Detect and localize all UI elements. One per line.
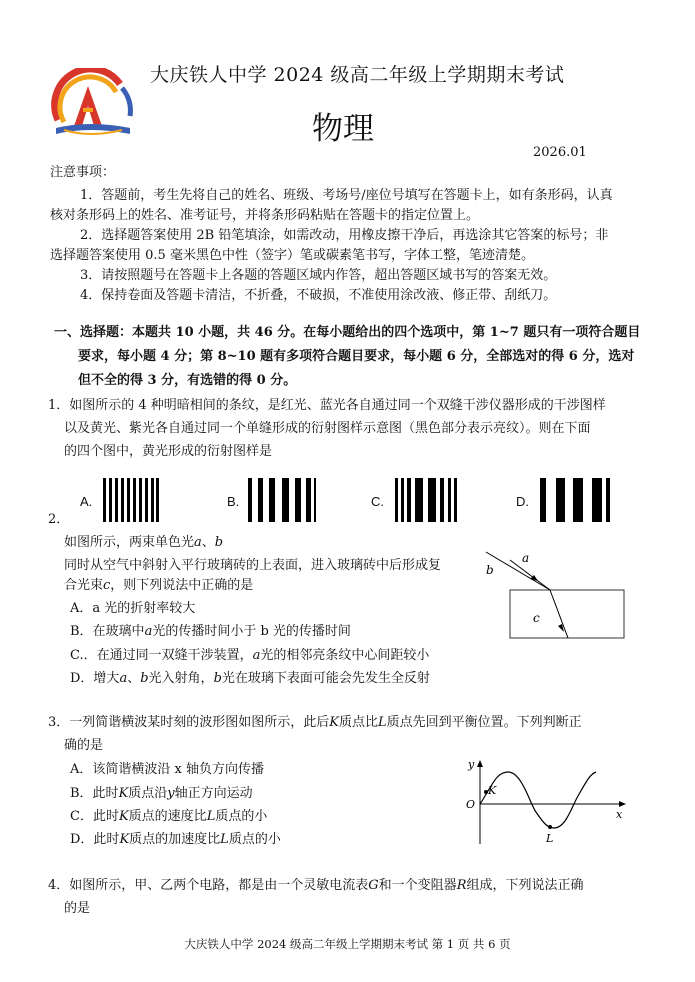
question-2-option-a: A．a 光的折射率较大 [70,601,196,616]
wave-figure [462,756,630,848]
question-2-option-d: D．增大a、b光入射角，b光在玻璃下表面可能会先发生全反射 [70,671,430,686]
note-line: 3．请按照题号在答题卡上各题的答题区域内作答，超出答题区域书写的答案无效。 [80,268,557,283]
option-label-c: C. [371,494,384,509]
question-3-option-a: A．该简谐横波沿 x 轴负方向传播 [70,762,264,777]
point-label-l: L [546,832,554,845]
question-1-line: 的四个图中，黄光形成的衍射图样是 [64,444,273,459]
notes-heading: 注意事项： [50,165,116,180]
light-label-c: c [533,611,540,625]
question-3-option-d: D．此时K质点的加速度比L质点的小 [70,832,281,847]
question-2-stem: 合光束c，则下列说法中正确的是 [64,578,254,593]
note-line: 1．答题前，考生先将自己的姓名、班级、考场号/座位号填写在答题卡上，如有条形码，认真 [80,188,613,203]
question-2-option-c: C.．在通过同一双缝干涉装置，a光的相邻亮条纹中心间距较小 [70,648,430,663]
glass-block-figure [478,542,628,642]
subject-title: 物理 [312,111,374,147]
note-line: 选择题答案使用 0.5 毫米黑色中性（签字）笔或碳素笔书写，字体工整，笔迹清楚。 [50,248,534,263]
axis-label-x: x [616,808,623,821]
exam-date: 2026.01 [533,145,587,160]
question-2-number: 2． [48,512,70,527]
section-heading: 一、选择题：本题共 10 小题，共 46 分。在每小题给出的四个选项中，第 1~7 题只有一项符合题目 [54,325,641,340]
light-label-a: a [522,551,530,565]
school-logo [50,68,136,140]
origin-label: O [466,798,476,811]
axis-label-y: y [468,758,475,771]
question-3-option-b: B．此时K质点沿y轴正方向运动 [70,786,253,801]
note-line: 2．选择题答案使用 2B 铅笔填涂，如需改动，用橡皮擦干净后，再选涂其它答案的标号；非 [80,228,609,243]
page-footer: 大庆铁人中学 2024 级高二年级上学期期末考试 第 1 页 共 6 页 [184,937,511,951]
question-1-line: 以及黄光、紫光各自通过同一个单缝形成的衍射图样示意图（黑色部分表示亮纹）。则在下面 [64,421,591,436]
fringe-pattern-c [395,478,457,522]
section-heading: 要求，每小题 4 分；第 8~10 题有多项符合题目要求，每小题 6 分，全部选对的得 6 分，选对 [78,349,635,364]
question-2-stem: 如图所示，两束单色光a、b [64,535,224,550]
fringe-pattern-b [248,478,316,522]
note-line: 4．保持卷面及答题卡清洁，不折叠，不破损，不准使用涂改液、修正带、刮纸刀。 [80,288,557,303]
exam-title: 大庆铁人中学 2024 级高二年级上学期期末考试 [150,64,565,86]
light-label-b: b [486,563,494,577]
option-label-d: D. [516,494,529,509]
note-line: 核对条形码上的姓名、准考证号，并将条形码粘贴在答题卡的指定位置上。 [50,208,480,223]
question-1-line: 1．如图所示的 4 种明暗相间的条纹，是红光、蓝光各自通过同一个双缝干涉仪器形成的干涉图样 [48,398,606,413]
question-3-stem: 3．一列简谐横波某时刻的波形图如图所示，此后K质点比L质点先回到平衡位置。下列判断正 [48,715,582,730]
point-label-k: K [488,784,497,797]
fringe-pattern-d [540,478,610,522]
option-label-a: A. [80,494,93,509]
question-2-stem: 同时从空气中斜射入平行玻璃砖的上表面，进入玻璃砖中后形成复 [64,558,442,573]
question-2-option-b: B．在玻璃中a光的传播时间小于 b 光的传播时间 [70,624,351,639]
fringe-pattern-a [103,478,159,522]
question-3-option-c: C．此时K质点的速度比L质点的小 [70,809,268,824]
question-4-stem: 的是 [64,901,91,916]
option-label-b: B. [227,494,240,509]
section-heading: 但不全的得 3 分，有选错的得 0 分。 [78,373,297,388]
question-3-stem: 确的是 [64,738,104,753]
question-4-stem: 4．如图所示，甲、乙两个电路，都是由一个灵敏电流表G和一个变阻器R组成，下列说法正确 [48,878,584,893]
